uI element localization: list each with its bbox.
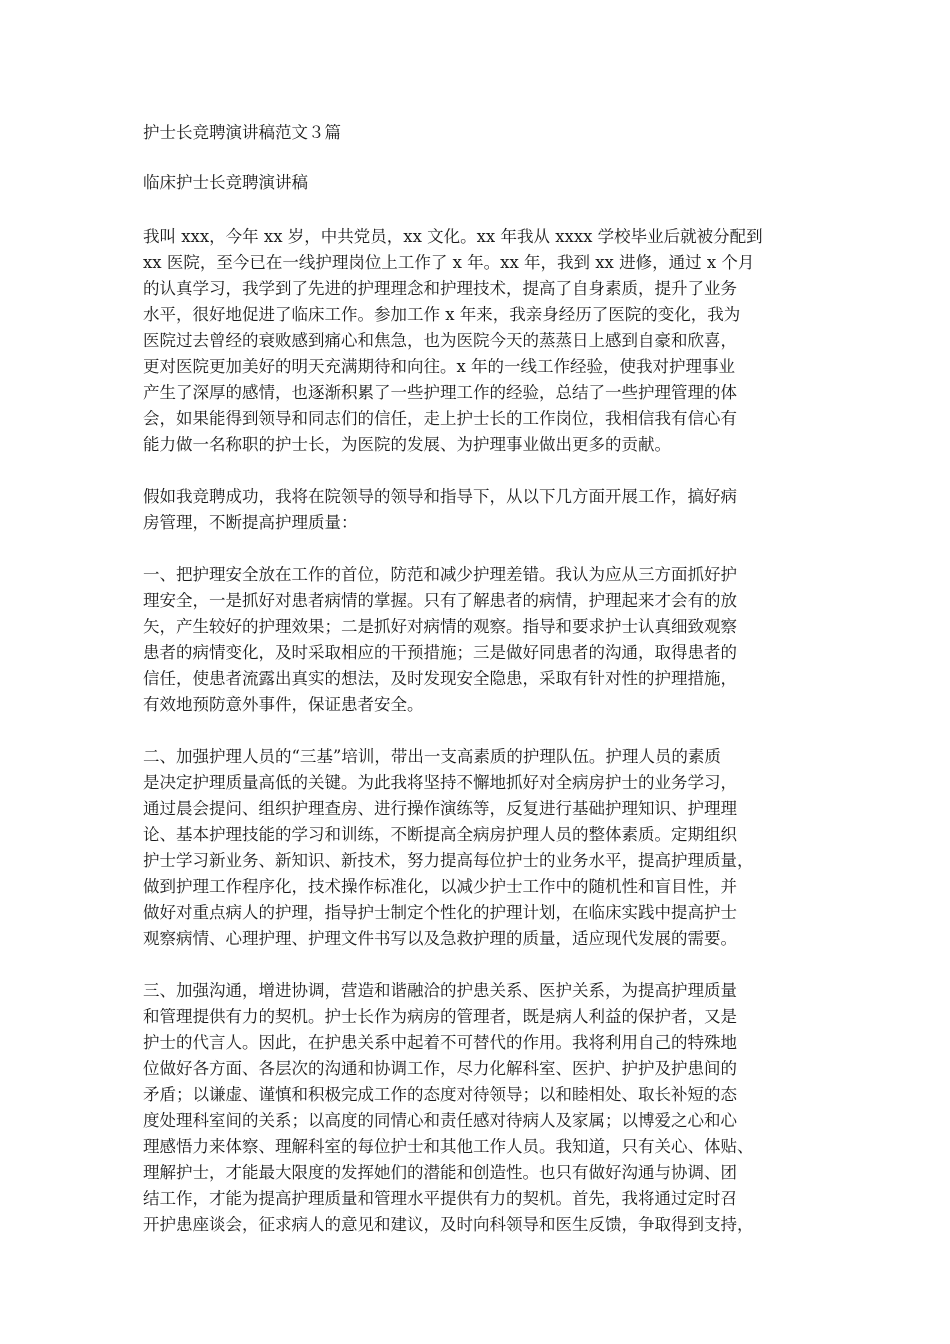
paragraph-line: 护士学习新业务、新知识、新技术，努力提高每位护士的业务水平，提高护理质量， [143, 851, 754, 870]
paragraph-line: 护士的代言人。因此，在护患关系中起着不可替代的作用。我将利用自己的特殊地 [143, 1033, 737, 1052]
document-title: 护士长竞聘演讲稿范文３篇 [143, 123, 341, 142]
paragraph-line: 假如我竞聘成功，我将在院领导的领导和指导下，从以下几方面开展工作，搞好病 [143, 487, 737, 506]
paragraph-line: 有效地预防意外事件，保证患者安全。 [143, 695, 424, 714]
paragraph-line: 能力做一名称职的护士长，为医院的发展、为护理事业做出更多的贡献。 [143, 435, 671, 454]
paragraph-list [143, 224, 825, 1238]
paragraph-line: 理解护士，才能最大限度的发挥她们的潜能和创造性。也只有做好沟通与协调、团 [143, 1163, 737, 1182]
paragraph-line: 度处理科室间的关系；以高度的同情心和责任感对待病人及家属；以博爱之心和心 [143, 1111, 737, 1130]
body-paragraph [143, 978, 825, 1238]
paragraph-line: 理感悟力来体察、理解科室的每位护士和其他工作人员。我知道，只有关心、体贴、 [143, 1137, 754, 1156]
body-paragraph [143, 562, 825, 718]
document-subtitle: 临床护士长竞聘演讲稿 [143, 173, 308, 192]
paragraph-line: 观察病情、心理护理、护理文件书写以及急救护理的质量，适应现代发展的需要。 [143, 929, 737, 948]
paragraph-line: 信任，使患者流露出真实的想法，及时发现安全隐患，采取有针对性的护理措施， [143, 669, 737, 688]
paragraph-line: 二、加强护理人员的“三基”培训，带出一支高素质的护理队伍。护理人员的素质 [143, 747, 721, 766]
paragraph-line: 通过晨会提问、组织护理查房、进行操作演练等，反复进行基础护理知识、护理理 [143, 799, 737, 818]
body-paragraph [143, 224, 825, 458]
paragraph-line: 三、加强沟通，增进协调，营造和谐融洽的护患关系、医护关系，为提高护理质量 [143, 981, 737, 1000]
paragraph-line: 和管理提供有力的契机。护士长作为病房的管理者，既是病人利益的保护者，又是 [143, 1007, 737, 1026]
paragraph-line: 产生了深厚的感情，也逐渐积累了一些护理工作的经验，总结了一些护理管理的体 [143, 383, 737, 402]
paragraph-line: 矛盾；以谦虚、谨慎和积极完成工作的态度对待领导；以和睦相处、取长补短的态 [143, 1085, 737, 1104]
paragraph-line: 一、把护理安全放在工作的首位，防范和减少护理差错。我认为应从三方面抓好护 [143, 565, 737, 584]
body-paragraph [143, 484, 825, 536]
paragraph-line: 会，如果能得到领导和同志们的信任，走上护士长的工作岗位，我相信我有信心有 [143, 409, 737, 428]
paragraph-line: 做到护理工作程序化，技术操作标准化，以减少护士工作中的随机性和盲目性，并 [143, 877, 737, 896]
paragraph-line: xx 医院，至今已在一线护理岗位上工作了 x 年。xx 年，我到 xx 进修，通过 x 个月 [143, 253, 755, 272]
paragraph-line: 论、基本护理技能的学习和训练，不断提高全病房护理人员的整体素质。定期组织 [143, 825, 737, 844]
paragraph-line: 做好对重点病人的护理，指导护士制定个性化的护理计划，在临床实践中提高护士 [143, 903, 737, 922]
paragraph-line: 患者的病情变化，及时采取相应的干预措施；三是做好同患者的沟通，取得患者的 [143, 643, 737, 662]
paragraph-line: 更对医院更加美好的明天充满期待和向往。x 年的一线工作经验，使我对护理事业 [143, 357, 736, 376]
document-body [143, 120, 825, 1238]
body-paragraph [143, 744, 825, 952]
paragraph-line: 水平，很好地促进了临床工作。参加工作 x 年来，我亲身经历了医院的变化，我为 [143, 305, 741, 324]
paragraph-line: 开护患座谈会，征求病人的意见和建议，及时向科领导和医生反馈，争取得到支持， [143, 1215, 754, 1234]
paragraph-line: 我叫 xxx，今年 xx 岁，中共党员，xx 文化。xx 年我从 xxxx 学校毕业后就被分配到 [143, 227, 763, 246]
paragraph-line: 矢，产生较好的护理效果；二是抓好对病情的观察。指导和要求护士认真细致观察 [143, 617, 737, 636]
paragraph-line: 是决定护理质量高低的关键。为此我将坚持不懈地抓好对全病房护士的业务学习， [143, 773, 737, 792]
paragraph-line: 医院过去曾经的衰败感到痛心和焦急，也为医院今天的蒸蒸日上感到自豪和欣喜， [143, 331, 737, 350]
paragraph-line: 的认真学习，我学到了先进的护理理念和护理技术，提高了自身素质，提升了业务 [143, 279, 737, 298]
paragraph-line: 理安全，一是抓好对患者病情的掌握。只有了解患者的病情，护理起来才会有的放 [143, 591, 737, 610]
paragraph-line: 结工作，才能为提高护理质量和管理水平提供有力的契机。首先，我将通过定时召 [143, 1189, 737, 1208]
paragraph-line: 位做好各方面、各层次的沟通和协调工作，尽力化解科室、医护、护护及护患间的 [143, 1059, 737, 1078]
paragraph-line: 房管理，不断提高护理质量： [143, 513, 358, 532]
